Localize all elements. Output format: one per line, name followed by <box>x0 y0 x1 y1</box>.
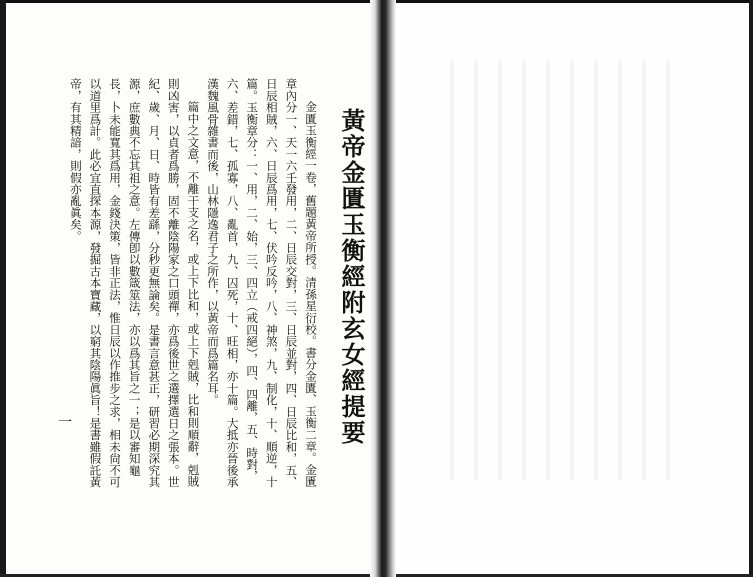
paragraph-1: 金匱玉衡經一卷，舊題黃帝所授。清孫星衍校。書分金匱、玉衡二章。金匱章內分一、天一六壬發用，二、日辰交對，三、日辰並對，四、日辰比和，五、日辰相賊，六、日辰爲用，七、伏吟反吟，八、神煞，九、制化，十、順逆，十篇。玉衡章分：一、用，二、始，三、四立（戒四絕），四、四離，五、時對，六、差錯，七、孤寡，八、亂首，九、囚死，十、旺相，亦十篇。大抵亦晉後承漢魏風骨雜書而後，山林隱逸君子之所作，以黃帝而爲篇名耳。 <box>206 78 318 488</box>
page-number: 一 <box>58 415 72 431</box>
scan-left-border <box>0 0 6 577</box>
page-title: 黃帝金匱玉衡經附玄女經提要 <box>337 108 366 446</box>
show-through-text <box>430 60 690 480</box>
scan-right-border <box>749 0 753 577</box>
book-gutter <box>370 0 396 577</box>
vertical-text-block <box>68 78 366 488</box>
paragraph-2: 篇中之文意，不離干支之名，或上下比和，或上下剋賊，比和則順辭，剋賊則凶害，以貞者爲勝，固不離陰陽家之口頭禪，亦爲後世之選擇選日之張本。世紀、歲、月、日、時皆有差繇，分秒更無論矣。是書言意甚正，研習必期深究其源，庶數典不忘其祖之意。左傳卽以數箴筮法，亦以爲其旨之一；是以審知龜長，卜未能寬其爲用，金錢決策，皆非正法，惟日辰以作推步之求，相未尙不可以道里爲計。此必宜直探本源，發掘古本寶藏，以窮其陰陽眞旨！是書雖假託黃帝，有其精諳，則假亦亂眞矣。 <box>68 78 201 488</box>
